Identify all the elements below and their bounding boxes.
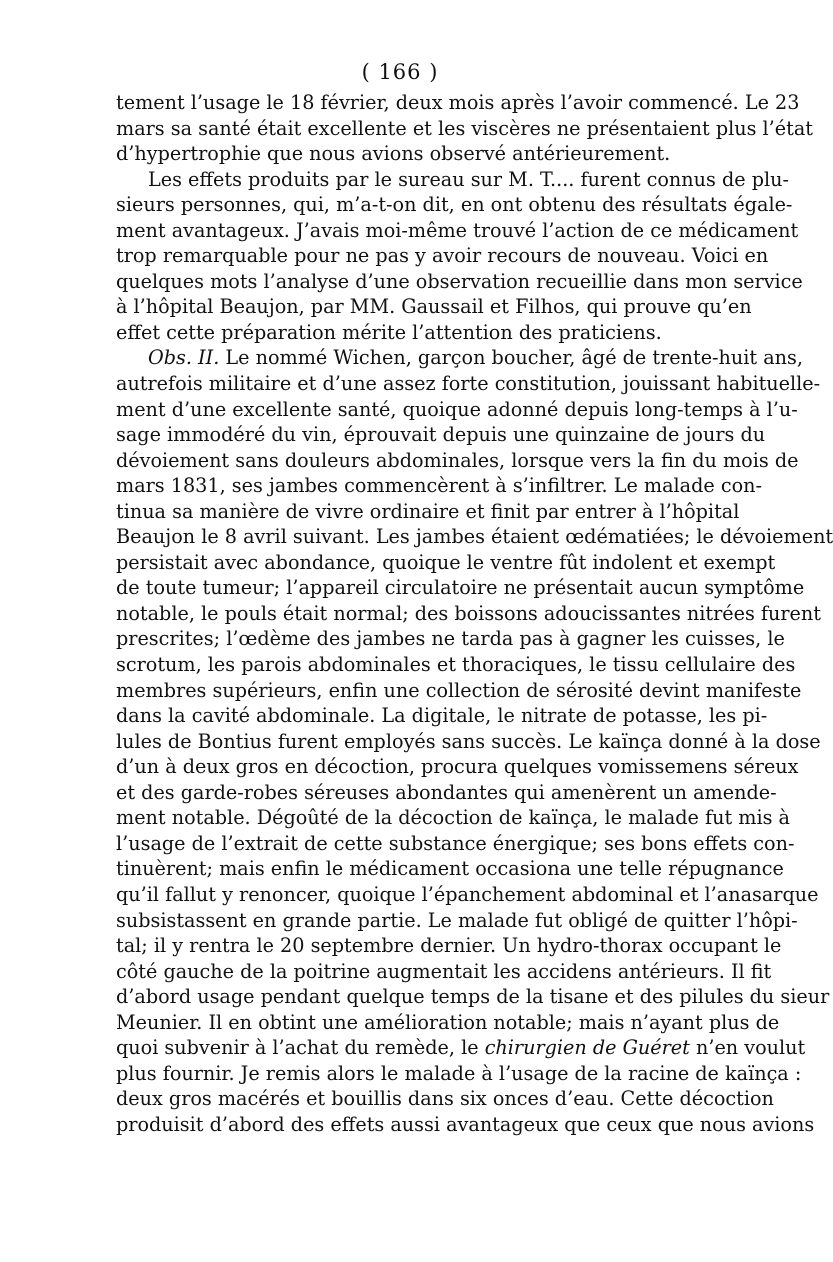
text-line: tement l’usage le 18 février, deux mois après l’avoir commencé. Le 23 [116,91,800,114]
text-line: notable, le pouls était normal; des boissons adoucissantes nitrées furent [116,601,821,625]
text-line: Les effets produits par le sureau sur M. T.... furent connus de plu- [148,167,789,191]
text-line: d’un à deux gros en décoction, procura quelques vomissemens séreux [116,755,799,779]
text-line: plus fournir. Je remis alors le malade à l’usage de la racine de kaïnça : [116,1061,802,1085]
text-line: ment notable. Dégoûté de la décoction de kaïnça, le malade fut mis à [116,806,790,830]
observation-text: Le nommé Wichen, garçon boucher, âgé de trente-huit ans, [219,346,803,370]
observation-label: Obs. II. [148,346,220,370]
text-line: à l’hôpital Beaujon, par MM. Gaussail et Filhos, qui prouve qu’en [116,295,752,319]
text-line-with-italic [116,1035,806,1061]
text-line: tinuèrent; mais enfin le médicament occasiona une telle répugnance [116,857,784,881]
text-line: deux gros macérés et bouillis dans six onces d’eau. Cette décoction [116,1087,774,1111]
text-line: trop remarquable pour ne pas y avoir recours de nouveau. Voici en [116,244,769,268]
text-line: prescrites; l’œdème des jambes ne tarda pas à gagner les cuisses, le [116,627,785,651]
text-line: quelques mots l’analyse d’une observation recueillie dans mon service [116,269,803,293]
text-line: d’abord usage pendant quelque temps de la tisane et des pilules du sieur [116,985,830,1009]
text-line: tal; il y rentra le 20 septembre dernier. Un hydro-thorax occupant le [116,934,782,958]
text-line-observation-heading [116,345,803,371]
page-number: ( 166 ) [361,60,439,84]
text-line: autrefois militaire et d’une assez forte constitution, jouissant habituelle- [116,372,821,396]
text-line: effet cette préparation mérite l’attention des praticiens. [116,320,662,344]
text-line: l’usage de l’extrait de cette substance énergique; ses bons effets con- [116,831,795,855]
text-line: membres supérieurs, enfin une collection de sérosité devint manifeste [116,678,802,702]
text-line: ment avantageux. J’avais moi-même trouvé l’action de ce médicament [116,218,799,242]
text-line: scrotum, les parois abdominales et thoraciques, le tissu cellulaire des [116,653,796,677]
text-line: ment d’une excellente santé, quoique adonné depuis long-temps à l’u- [116,397,798,421]
text-line: dévoiement sans douleurs abdominales, lorsque vers la fin du mois de [116,448,799,472]
text-line: subsistassent en grande partie. Le malade fut obligé de quitter l’hôpi- [116,908,798,932]
text-line: mars 1831, ses jambes commencèrent à s’infiltrer. Le malade con- [116,474,762,498]
text-line: sage immodéré du vin, éprouvait depuis une quinzaine de jours du [116,423,766,447]
text-line: côté gauche de la poitrine augmentait les accidens antérieurs. Il fit [116,959,772,983]
text-before-italic: quoi subvenir à l’achat du remède, le [116,1036,485,1060]
italic-name: chirurgien de Guéret [484,1036,690,1060]
text-line: de toute tumeur; l’appareil circulatoire ne présentait aucun symptôme [116,576,805,600]
text-line: et des garde-robes séreuses abondantes qui amenèrent un amende- [116,780,777,804]
text-line: tinua sa manière de vivre ordinaire et finit par entrer à l’hôpital [116,499,740,523]
text-line: Meunier. Il en obtint une amélioration notable; mais n’ayant plus de [116,1010,780,1034]
text-line: persistait avec abondance, quoique le ventre fût indolent et exempt [116,550,776,574]
text-line: sieurs personnes, qui, m’a-t-on dit, en ont obtenu des résultats égale- [116,193,793,217]
text-line: qu’il fallut y renoncer, quoique l’épanchement abdominal et l’anasarque [116,882,819,906]
body-text [116,90,833,1137]
text-line: produisit d’abord des effets aussi avantageux que ceux que nous avions [116,1112,815,1136]
text-line: mars sa santé était excellente et les viscères ne présentaient plus l’état [116,116,813,140]
text-line: lules de Bontius furent employés sans succès. Le kaïnça donné à la dose [116,729,821,753]
text-line: d’hypertrophie que nous avions observé antérieurement. [116,142,671,166]
text-line: dans la cavité abdominale. La digitale, le nitrate de potasse, les pi- [116,704,768,728]
text-line: Beaujon le 8 avril suivant. Les jambes étaient œdématiées; le dévoiement [116,525,833,549]
text-after-italic: n’en voulut [689,1036,806,1060]
